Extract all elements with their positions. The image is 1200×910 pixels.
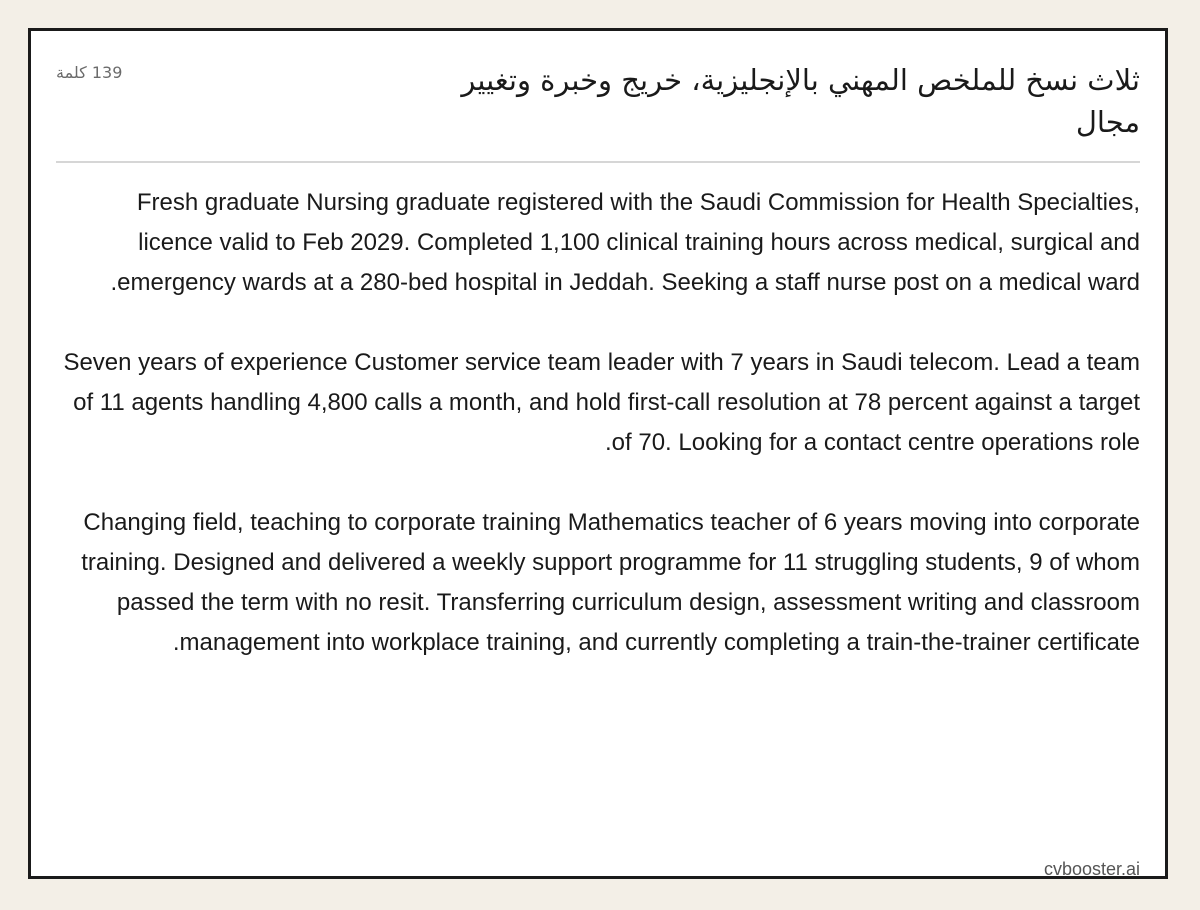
summary-career-change: Changing field, teaching to corporate training Mathematics teacher of 6 years moving into corporate training. Designed and delivered a weekly support programme for 11 struggling students, 9 of whom passed the term with no resit. Transferring curriculum design, assessment writing and classroom management into workplace training, and currently completing a train-the-trainer certificate.	[81, 509, 1140, 656]
summary-experienced: Seven years of experience Customer service team leader with 7 years in Saudi telecom. Lead a team of 11 agents handling 4,800 calls a month, and hold first-call resolution at 78 percent against a target of 70. Looking for a contact centre operations role.	[63, 349, 1140, 456]
summary-fresh-graduate: Fresh graduate Nursing graduate registered with the Saudi Commission for Health Specialties, licence valid to Feb 2029. Completed 1,100 clinical training hours across medical, surgical and emergency wards at a 280-bed hospital in Jeddah. Seeking a staff nurse post on a medical ward.	[110, 189, 1140, 296]
brand-footer: cvbooster.ai	[1043, 859, 1140, 879]
card-header	[56, 59, 1140, 163]
summary-card	[28, 28, 1168, 879]
page-title: ثلاث نسخ للملخص المهني بالإنجليزية، خريج وخبرة وتغيير مجال	[461, 63, 1140, 139]
summary-list	[56, 183, 1140, 663]
word-count-badge: 139 كلمة	[56, 63, 123, 82]
